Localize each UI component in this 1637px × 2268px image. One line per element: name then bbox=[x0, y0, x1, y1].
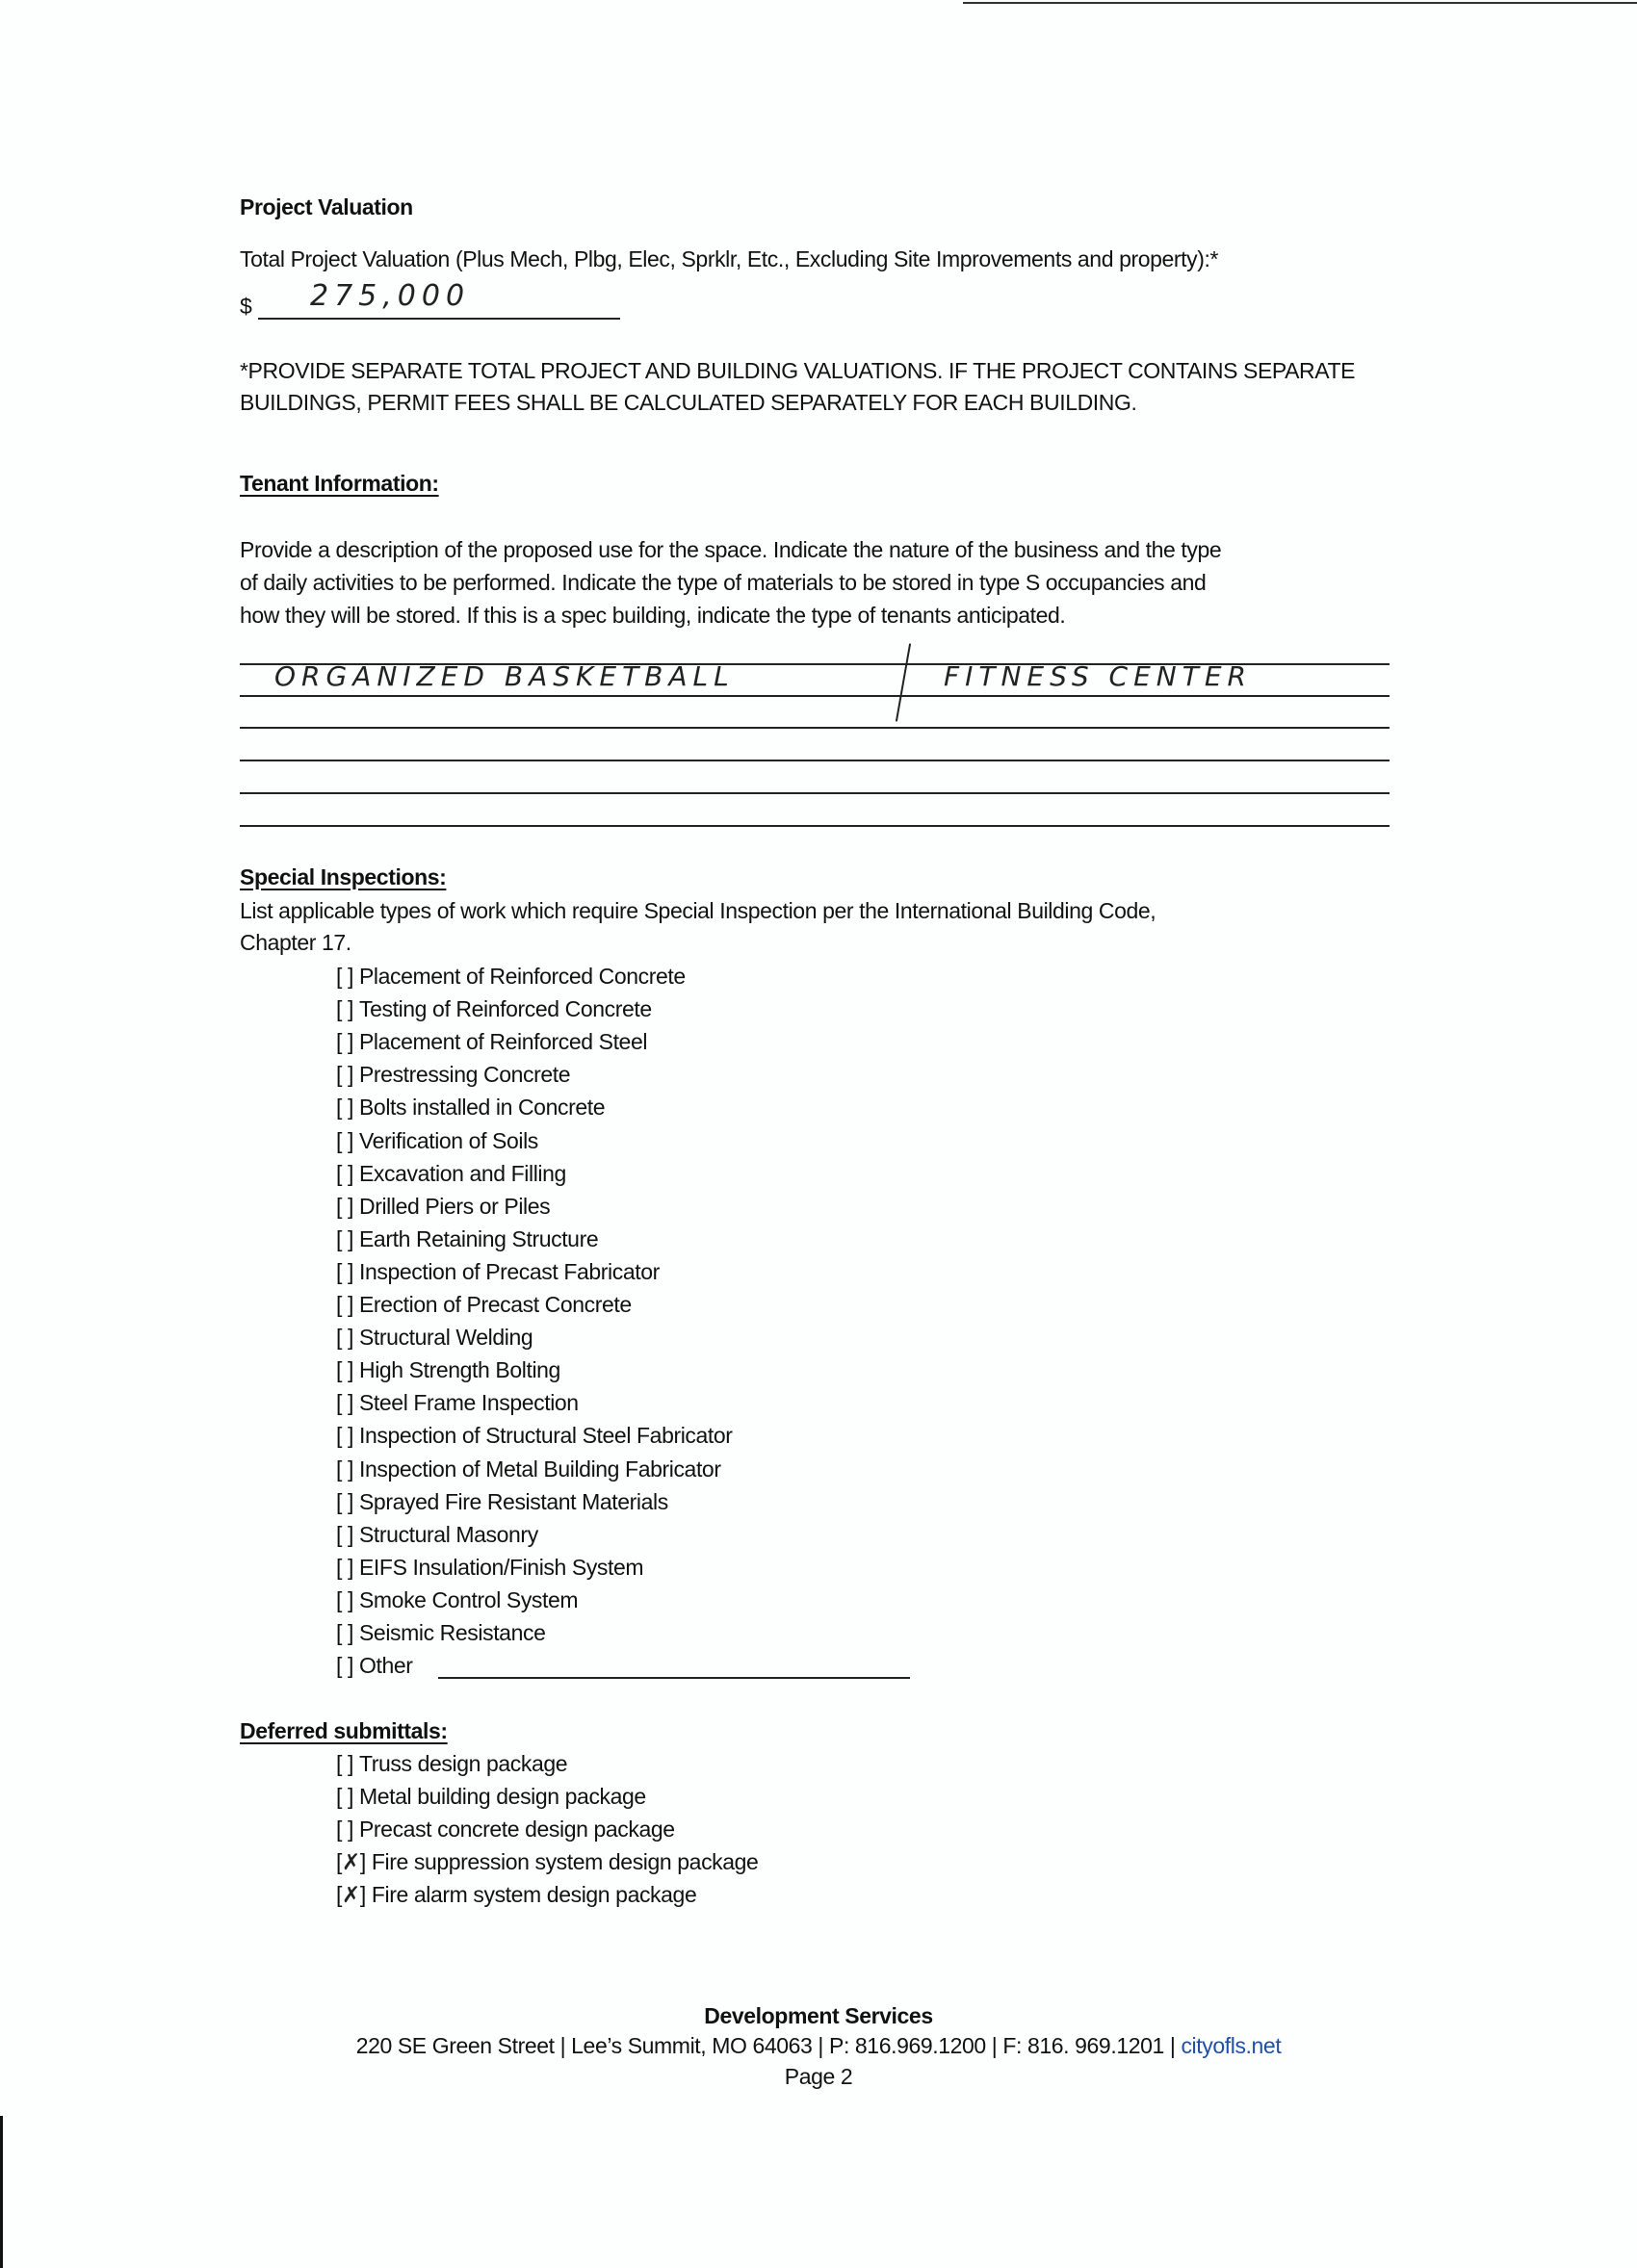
checklist-item-label: Placement of Reinforced Steel bbox=[358, 1029, 648, 1055]
checkbox[interactable]: [ ] bbox=[336, 1062, 353, 1088]
checkbox[interactable]: [ ] bbox=[336, 964, 353, 989]
footer-address bbox=[0, 2031, 1637, 2060]
checkbox[interactable]: [ ] bbox=[336, 1357, 353, 1383]
valuation-note-line2: BUILDINGS, PERMIT FEES SHALL BE CALCULATED SEPARATELY FOR EACH BUILDING. bbox=[240, 390, 1137, 415]
handwritten-slash bbox=[896, 643, 911, 721]
checklist-item[interactable] bbox=[336, 1257, 660, 1286]
checklist-item[interactable] bbox=[336, 1749, 567, 1778]
checklist-item-label: Steel Frame Inspection bbox=[358, 1390, 579, 1416]
checkbox[interactable]: [ ] bbox=[336, 1029, 353, 1055]
checklist-item[interactable] bbox=[336, 1487, 668, 1516]
checklist-item-label: High Strength Bolting bbox=[358, 1357, 560, 1383]
checkbox[interactable]: [ ] bbox=[336, 1292, 353, 1317]
checklist-item[interactable] bbox=[336, 1323, 533, 1352]
checklist-item-label: EIFS Insulation/Finish System bbox=[358, 1554, 644, 1580]
tenant-instructions-line3: how they will be stored. If this is a spec building, indicate the type of tenants anticipated. bbox=[240, 603, 1066, 628]
checklist-item[interactable] bbox=[336, 1060, 570, 1089]
valuation-value[interactable]: 275,000 bbox=[310, 279, 471, 313]
checklist-item[interactable] bbox=[336, 1880, 696, 1910]
checkbox[interactable]: [ ] bbox=[336, 1225, 353, 1251]
checklist-item[interactable] bbox=[336, 1093, 605, 1121]
checklist-item[interactable] bbox=[336, 1618, 545, 1647]
checklist-item[interactable] bbox=[336, 1224, 598, 1253]
checkbox[interactable]: [ ] bbox=[336, 1456, 353, 1482]
checklist-item[interactable] bbox=[336, 1126, 538, 1155]
checklist-item[interactable] bbox=[336, 1520, 538, 1549]
tenant-instructions-line1: Provide a description of the proposed use for the space. Indicate the nature of the business and the type bbox=[240, 537, 1222, 562]
checkbox[interactable]: [ ] bbox=[336, 1095, 353, 1121]
checklist-item[interactable] bbox=[336, 1782, 646, 1811]
checklist-item[interactable] bbox=[336, 1455, 721, 1483]
footer-website-link[interactable]: cityofls.net bbox=[1181, 2033, 1282, 2058]
tenant-line-3[interactable] bbox=[240, 760, 1390, 761]
checklist-item-label: Fire suppression system design package bbox=[371, 1849, 759, 1875]
tenant-line-1[interactable] bbox=[240, 695, 1390, 697]
checkbox[interactable]: [ ] bbox=[336, 1554, 353, 1580]
checklist-item[interactable] bbox=[336, 1847, 758, 1877]
valuation-label: Total Project Valuation (Plus Mech, Plbg, Elec, Sprklr, Etc., Excluding Site Improvements and property):* bbox=[240, 246, 1219, 271]
special-inspections-intro-line1: List applicable types of work which require Special Inspection per the International Building Code, bbox=[240, 898, 1156, 923]
tenant-answer-part1[interactable]: ORGANIZED BASKETBALL bbox=[274, 660, 735, 692]
checkbox[interactable]: [ ] bbox=[336, 1488, 353, 1514]
checklist-item-label: Bolts installed in Concrete bbox=[358, 1095, 606, 1121]
footer-department: Development Services bbox=[704, 2003, 933, 2028]
footer-address-text: 220 SE Green Street | Lee’s Summit, MO 64063 | P: 816.969.1200 | F: 816. 969.1201 | bbox=[355, 2033, 1182, 2058]
checklist-item-label: Prestressing Concrete bbox=[358, 1062, 571, 1088]
checkbox[interactable]: [ ] bbox=[336, 1127, 353, 1153]
checkbox[interactable]: [ ] bbox=[336, 1653, 353, 1679]
tenant-instructions-line2: of daily activities to be performed. Indicate the type of materials to be stored in type S occupancies and bbox=[240, 570, 1207, 595]
checklist-item-label: Inspection of Structural Steel Fabricator bbox=[358, 1423, 733, 1449]
valuation-field-line bbox=[258, 318, 620, 320]
tenant-information-heading: Tenant Information: bbox=[240, 471, 439, 496]
special-inspections-intro-line2: Chapter 17. bbox=[240, 930, 351, 955]
other-field-line[interactable] bbox=[438, 1677, 910, 1679]
currency-symbol: $ bbox=[240, 294, 252, 319]
valuation-note-line1: *PROVIDE SEPARATE TOTAL PROJECT AND BUILDING VALUATIONS. IF THE PROJECT CONTAINS SEPARATE bbox=[240, 358, 1356, 383]
tenant-line-2[interactable] bbox=[240, 727, 1390, 729]
checklist-item[interactable] bbox=[336, 1388, 579, 1417]
checkbox[interactable]: [ ] bbox=[336, 1423, 353, 1449]
checkbox-checked[interactable]: [✗] bbox=[336, 1882, 366, 1909]
footer-page-number: Page 2 bbox=[784, 2064, 853, 2089]
checkbox[interactable]: [ ] bbox=[336, 1784, 353, 1810]
checklist-item-label: Structural Masonry bbox=[358, 1521, 538, 1547]
checkbox-checked[interactable]: [✗] bbox=[336, 1849, 366, 1876]
checklist-item-label: Inspection of Precast Fabricator bbox=[358, 1258, 660, 1284]
checklist-item-label: Inspection of Metal Building Fabricator bbox=[358, 1456, 721, 1482]
checklist-item-label: Fire alarm system design package bbox=[371, 1882, 697, 1908]
checklist-item[interactable] bbox=[336, 1159, 566, 1188]
checklist-item-label: Structural Welding bbox=[358, 1325, 533, 1351]
checkbox[interactable]: [ ] bbox=[336, 1160, 353, 1186]
special-inspections-heading: Special Inspections: bbox=[240, 864, 447, 889]
checkbox[interactable]: [ ] bbox=[336, 1193, 353, 1219]
checklist-item[interactable] bbox=[336, 1585, 578, 1614]
deferred-submittals-heading: Deferred submittals: bbox=[240, 1718, 448, 1743]
handwritten-x-mark-icon: ✗ bbox=[342, 1883, 360, 1909]
checklist-item-label: Smoke Control System bbox=[358, 1586, 579, 1612]
checkbox[interactable]: [ ] bbox=[336, 1325, 353, 1351]
checklist-item-label: Sprayed Fire Resistant Materials bbox=[358, 1488, 668, 1514]
checklist-item[interactable] bbox=[336, 1027, 647, 1056]
checklist-item[interactable] bbox=[336, 994, 652, 1023]
checkbox[interactable]: [ ] bbox=[336, 1817, 353, 1843]
checklist-item-label: Seismic Resistance bbox=[358, 1620, 546, 1645]
tenant-answer-part2[interactable]: FITNESS CENTER bbox=[944, 660, 1252, 692]
checklist-item[interactable] bbox=[336, 1355, 560, 1384]
checklist-item-label: Other bbox=[358, 1653, 413, 1679]
checkbox[interactable]: [ ] bbox=[336, 1390, 353, 1416]
checklist-item-label: Drilled Piers or Piles bbox=[358, 1193, 551, 1219]
checklist-item-label: Verification of Soils bbox=[358, 1127, 538, 1153]
checklist-item-label: Precast concrete design package bbox=[358, 1817, 675, 1843]
checklist-item-label: Testing of Reinforced Concrete bbox=[358, 996, 652, 1022]
checklist-item[interactable] bbox=[336, 1192, 550, 1221]
checklist-item[interactable] bbox=[336, 1651, 413, 1680]
checkbox[interactable]: [ ] bbox=[336, 1258, 353, 1284]
checklist-item[interactable] bbox=[336, 1553, 643, 1582]
checkbox[interactable]: [ ] bbox=[336, 1620, 353, 1645]
scan-edge-left bbox=[0, 2116, 3, 2268]
checklist-item[interactable] bbox=[336, 1815, 675, 1843]
checklist-item[interactable] bbox=[336, 1421, 733, 1450]
checklist-item[interactable] bbox=[336, 1290, 632, 1319]
checklist-item-label: Metal building design package bbox=[358, 1784, 646, 1810]
tenant-line-5[interactable] bbox=[240, 825, 1390, 827]
checklist-item-label: Placement of Reinforced Concrete bbox=[358, 964, 686, 989]
checkbox[interactable]: [ ] bbox=[336, 1521, 353, 1547]
handwritten-x-mark-icon: ✗ bbox=[342, 1850, 360, 1876]
checklist-item-label: Truss design package bbox=[358, 1751, 568, 1776]
project-valuation-heading: Project Valuation bbox=[240, 194, 413, 219]
checkbox[interactable]: [ ] bbox=[336, 996, 353, 1022]
checklist-item-label: Earth Retaining Structure bbox=[358, 1225, 599, 1251]
scan-edge-top bbox=[963, 2, 1637, 4]
checklist-item-label: Excavation and Filling bbox=[358, 1160, 566, 1186]
checklist-item-label: Erection of Precast Concrete bbox=[358, 1292, 632, 1317]
checklist-item[interactable] bbox=[336, 962, 686, 991]
checkbox[interactable]: [ ] bbox=[336, 1751, 353, 1776]
checkbox[interactable]: [ ] bbox=[336, 1586, 353, 1612]
tenant-line-4[interactable] bbox=[240, 792, 1390, 794]
